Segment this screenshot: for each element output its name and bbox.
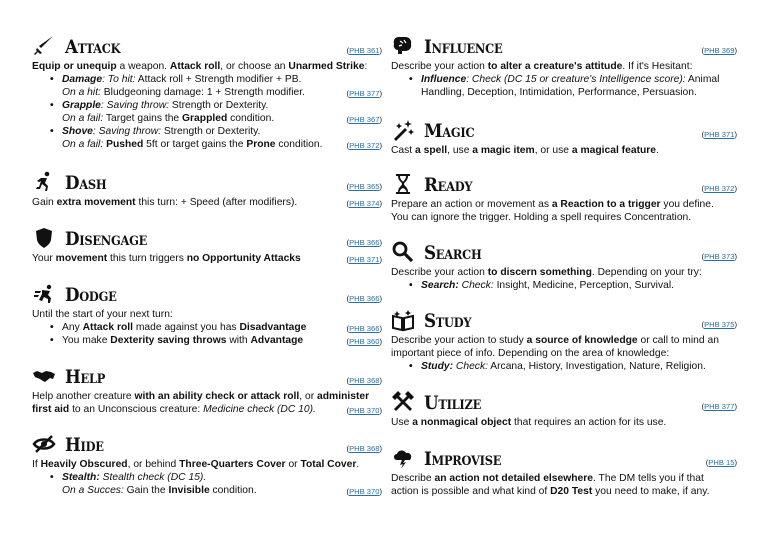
brain-icon (391, 34, 415, 58)
ready-text-2: You can ignore the trigger. Holding a spell requires Concentration. (391, 212, 692, 223)
attack-line: Equip or unequip a weapon. Attack roll, or choose an Unarmed Strike: (32, 61, 368, 72)
dash-ref[interactable]: (PHB 365) (346, 182, 382, 191)
utilize-title: Utilize (424, 392, 482, 414)
disengage-section (32, 226, 382, 265)
utilize-section (391, 390, 737, 429)
grapple-item: • Grapple: Saving throw: Strength or Dexterity. (50, 100, 269, 111)
dodge-ref-2[interactable]: (PHB 360) (346, 337, 382, 346)
dodging-figure-icon (32, 282, 56, 306)
help-ref2[interactable]: (PHB 370) (346, 406, 382, 415)
ready-text-1: Prepare an action or movement as a Reaction to a trigger you define. (391, 199, 714, 210)
search-ref[interactable]: (PHB 373) (701, 252, 737, 261)
influence-text: Describe your action to alter a creature's attitude. If it's Hesitant: (391, 61, 693, 72)
influence-item-cont: Handling, Deception, Intimidation, Performance, Persuasion. (421, 87, 697, 98)
open-book-icon (391, 308, 415, 332)
help-title: Help (65, 366, 106, 388)
sword-icon (32, 34, 56, 58)
grapple-ref[interactable]: (PHB 367) (346, 115, 382, 124)
hide-ref[interactable]: (PHB 368) (346, 444, 382, 453)
search-item: • Search: Check: Insight, Medicine, Perception, Survival. (409, 280, 674, 291)
study-ref[interactable]: (PHB 375) (701, 320, 737, 329)
dodge-ref-1[interactable]: (PHB 366) (346, 324, 382, 333)
storm-cloud-icon (391, 446, 415, 470)
attack-title: Attack (65, 36, 121, 58)
improvise-title: Improvise (424, 448, 502, 470)
handshake-icon (32, 364, 56, 388)
dodge-text: Until the start of your next turn: (32, 309, 173, 320)
hourglass-icon (391, 172, 415, 196)
grapple-fail-line: On a fail: Target gains the Grappled condition. (PHB 367) (62, 113, 382, 124)
ready-section (391, 172, 737, 224)
improvise-ref[interactable]: (PHB 15) (705, 458, 737, 467)
influence-ref[interactable]: (PHB 369) (701, 46, 737, 55)
shield-icon (32, 226, 56, 250)
disengage-text: Your movement this turn triggers no Opportunity Attacks (PHB 371) (32, 253, 382, 264)
dash-title: Dash (65, 172, 107, 194)
attack-ref[interactable]: (PHB 361) (346, 46, 382, 55)
influence-section (391, 34, 737, 99)
study-text-1: Describe your action to study a source of knowledge or call to mind an (391, 335, 719, 346)
help-section (32, 364, 382, 416)
onhit-ref[interactable]: (PHB 377) (346, 89, 382, 98)
ready-ref[interactable]: (PHB 372) (701, 184, 737, 193)
shove-ref[interactable]: (PHB 372) (346, 141, 382, 150)
magic-wand-icon (391, 118, 415, 142)
utilize-text: Use a nonmagical object that requires an action for its use. (391, 417, 667, 428)
shove-fail-line: On a fail: Pushed 5ft or target gains the Prone condition. (PHB 372) (62, 139, 382, 150)
improvise-text-2: action is possible and what kind of D20 Test you need to make, if any. (391, 486, 710, 497)
search-title: Search (424, 242, 482, 264)
study-section (391, 308, 737, 373)
damage-item: • Damage: To hit: Attack roll + Strength modifier + PB. (50, 74, 302, 85)
search-section (391, 240, 737, 292)
help-ref[interactable]: (PHB 368) (346, 376, 382, 385)
dash-ref2[interactable]: (PHB 374) (346, 199, 382, 208)
dodge-item-2: • You make Dexterity saving throws with Advantage (PHB 360) (50, 335, 382, 346)
hide-section (32, 432, 382, 497)
dash-section (32, 170, 382, 209)
dodge-section (32, 282, 382, 347)
magic-ref[interactable]: (PHB 371) (701, 130, 737, 139)
attack-section (32, 34, 382, 151)
magic-title: Magic (424, 120, 475, 142)
utilize-ref[interactable]: (PHB 377) (701, 402, 737, 411)
magnifier-icon (391, 240, 415, 264)
magic-text: Cast a spell, use a magic item, or use a magical feature. (391, 145, 659, 156)
hide-ref2[interactable]: (PHB 370) (346, 487, 382, 496)
help-text-2: first aid to an Unconscious creature: Medicine check (DC 10). (PHB 370) (32, 404, 382, 415)
shove-item: • Shove: Saving throw: Strength or Dexterity. (50, 126, 261, 137)
hide-text: If Heavily Obscured, or behind Three-Quarters Cover or Total Cover. (32, 459, 360, 470)
stealth-item: • Stealth: Stealth check (DC 15). (50, 472, 207, 483)
dodge-item-1: • Any Attack roll made against you has Disadvantage (PHB 366) (50, 322, 382, 333)
help-text-1: Help another creature with an ability check or attack roll, or administer (32, 391, 370, 402)
dash-text: Gain extra movement this turn: + Speed (after modifiers). (PHB 374) (32, 197, 382, 208)
improvise-section (391, 446, 737, 498)
study-text-2: important piece of info. Depending on the area of knowledge: (391, 348, 670, 359)
running-figure-icon (32, 170, 56, 194)
success-line: On a Succes: Gain the Invisible condition. (PHB 370) (62, 485, 382, 496)
improvise-text-1: Describe an action not detailed elsewhere. The DM tells you if that (391, 473, 704, 484)
eye-slash-icon (32, 432, 56, 456)
magic-section (391, 118, 737, 157)
disengage-ref2[interactable]: (PHB 371) (346, 255, 382, 264)
study-title: Study (424, 310, 472, 332)
influence-item: • Influence: Check (DC 15 or creature's Intelligence score): Animal (409, 74, 720, 85)
disengage-ref[interactable]: (PHB 366) (346, 238, 382, 247)
dodge-ref[interactable]: (PHB 366) (346, 294, 382, 303)
dodge-title: Dodge (65, 284, 117, 306)
influence-title: Influence (424, 36, 503, 58)
search-text: Describe your action to discern something. Depending on your try: (391, 267, 702, 278)
ready-title: Ready (424, 174, 473, 196)
hide-title: Hide (65, 434, 104, 456)
crossed-tools-icon (391, 390, 415, 414)
study-item: • Study: Check: Arcana, History, Investigation, Nature, Religion. (409, 361, 706, 372)
disengage-title: Disengage (65, 228, 148, 250)
onhit-line: On a hit: Bludgeoning damage: 1 + Strength modifier. (PHB 377) (62, 87, 382, 98)
